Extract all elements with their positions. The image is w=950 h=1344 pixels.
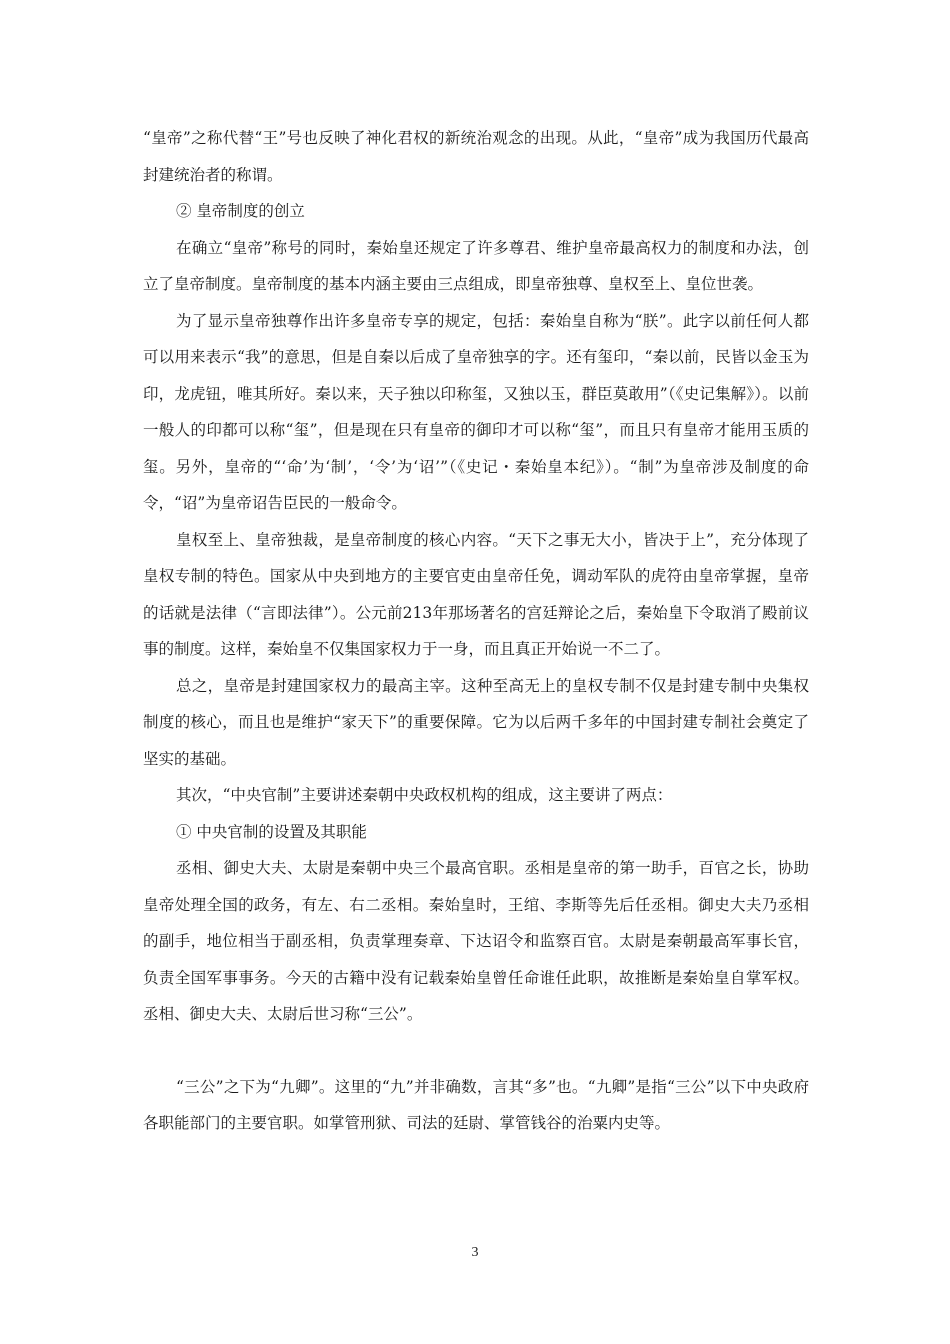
section-heading-central-officials: ① 中央官制的设置及其职能	[176, 822, 367, 841]
paragraph-emperor-system: 在确立“皇帝”称号的同时，秦始皇还规定了许多尊君、维护皇帝最高权力的制度和办法，创立了皇帝制度。皇帝制度的基本内涵主要由三点组成，即皇帝独尊、皇权至上、皇位世袭。	[143, 238, 809, 293]
paragraph-emperor-privileges: 为了显示皇帝独尊作出许多皇帝专享的规定，包括：秦始皇自称为“朕”。此字以前任何人都可以用来表示“我”的意思，但是自秦以后成了皇帝独享的字。还有玺印，“秦以前，民皆以金玉为印，龙虎钮，唯其所好。秦以来，天子独以印称玺，又独以玉，群臣莫敢用”（《史记集解》）。以前一般人的印都可以称“玺”，但是现在只有皇帝的御印才可以称“玺”，而且只有皇帝才能用玉质的玺。另外，皇帝的“‘命’为‘制’，‘令’为‘诏’”（《史记・秦始皇本纪》）。“制”为皇帝涉及制度的命令，“诏”为皇帝诏告臣民的一般命令。	[143, 311, 809, 512]
section-heading-emperor-system: ② 皇帝制度的创立	[176, 202, 305, 220]
paragraph-three-lords: 丞相、御史大夫、太尉是秦朝中央三个最高官职。丞相是皇帝的第一助手，百官之长，协助皇帝处理全国的政务，有左、右二丞相。秦始皇时，王绾、李斯等先后任丞相。御史大夫乃丞相的副手，地位相当于副丞相，负责掌理奏章、下达诏令和监察百官。太尉是秦朝最高军事长官，负责全国军事事务。今天的古籍中没有记载秦始皇曾任命谁任此职，故推断是秦始皇自掌军权。丞相、御史大夫、太尉后世习称“三公”。	[143, 859, 809, 1023]
paragraph-imperial-supremacy: 皇权至上、皇帝独裁，是皇帝制度的核心内容。“天下之事无大小，皆决于上”，充分体现了皇权专制的特色。国家从中央到地方的主要官吏由皇帝任免，调动军队的虎符由皇帝掌握，皇帝的话就是法律（“言即法律”）。公元前213年那场著名的宫廷辩论之后，秦始皇下令取消了殿前议事的制度。这样，秦始皇不仅集国家权力于一身，而且真正开始说一不二了。	[143, 530, 809, 658]
paragraph-nine-ministers: “三公”之下为“九卿”。这里的“九”并非确数，言其“多”也。“九卿”是指“三公”以下中央政府各职能部门的主要官职。如掌管刑狱、司法的廷尉、掌管钱谷的治粟内史等。	[143, 1077, 809, 1132]
page-body	[143, 120, 809, 1142]
paragraph-emperor-title: “皇帝”之称代替“王”号也反映了神化君权的新统治观念的出现。从此，“皇帝”成为我国历代最高封建统治者的称谓。	[143, 129, 809, 184]
paragraph-spacer	[143, 1033, 809, 1069]
page-number: 3	[471, 1245, 479, 1260]
paragraph-summary: 总之，皇帝是封建国家权力的最高主宰。这种至高无上的皇权专制不仅是封建专制中央集权制度的核心，而且也是维护“家天下”的重要保障。它为以后两千多年的中国封建专制社会奠定了坚实的基础。	[143, 676, 809, 768]
paragraph-central-officials-intro: 其次，“中央官制”主要讲述秦朝中央政权机构的组成，这主要讲了两点：	[176, 786, 673, 804]
